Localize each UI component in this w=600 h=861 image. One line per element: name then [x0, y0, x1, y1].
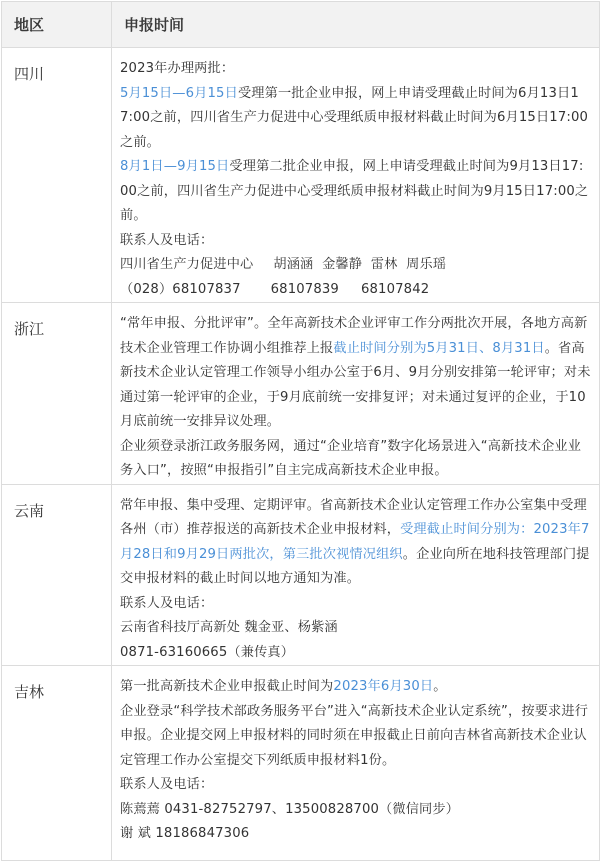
batch1-paragraph — [120, 82, 591, 156]
intro-text: 2023年办理两批： — [120, 61, 235, 76]
contact-line: 云南省科技厅高新处 魏金亚、杨紫涵 — [120, 620, 338, 635]
contact-row — [120, 253, 591, 278]
phone-1: （028）68107837 — [120, 281, 241, 297]
contact-names: 胡涵涵 金馨静 雷林 周乐瑶 — [273, 257, 447, 272]
text-segment: 。省高新技术企业认定管理工作领导小组办公室于6月、9月分别安排第一轮评审；对未通过第一轮评审的企业，于9月底前统一安排复评；对未通过复评的企业，于10月底前统一安排异议处理。 — [120, 340, 591, 429]
batch2-text: 受理第二批企业申报，网上申请受理截止时间为9月13日17:00之前，四川省生产力促进中心受理纸质申报材料截止时间为9月15日17:00之前。 — [120, 159, 589, 223]
content-cell — [112, 303, 600, 485]
contact-label: 联系人及电话： — [120, 777, 214, 792]
header-time: 申报时间 — [112, 2, 600, 48]
content-cell — [112, 666, 600, 861]
table-row-yunnan — [2, 484, 600, 666]
batch1-text: 受理第一批企业申报，网上申请受理截止时间为6月13日17:00之前，四川省生产力促进中心受理纸质申报材料截止时间为6月15日17:00之前。 — [120, 85, 589, 150]
region-cell: 吉林 — [2, 666, 112, 861]
batch1-date: 5月15日—6月15日 — [120, 85, 238, 101]
phone-3: 68107842 — [360, 281, 430, 297]
yunnan-paragraph-1 — [120, 494, 591, 592]
content-cell — [112, 484, 600, 666]
contact-label: 联系人及电话： — [120, 232, 214, 248]
jilin-paragraph-1 — [120, 675, 591, 700]
contact-line-2: 谢 斌 18186847306 — [120, 826, 250, 841]
text-segment: 。 — [433, 679, 447, 694]
deadline-highlight: 2023年6月30日 — [333, 679, 434, 694]
jilin-paragraph-2: 企业登录“科学技术部政务服务平台”进入“高新技术企业认定系统”，按要求进行申报。企业提交网上申报材料的同时须在申报截止日前向吉林省高新技术企业认定管理工作办公室提交下列纸质申报材料1份。 — [120, 703, 589, 768]
region-cell: 云南 — [2, 484, 112, 666]
batch2-date: 8月1日—9月15日 — [120, 159, 230, 174]
text-segment: 常年申报、集中受理、定期评审。省高新技术企业认定管理工作办公室集中受理各州（市）推荐报送的高新技术企业申报材料， — [120, 497, 587, 537]
zhejiang-paragraph-2: 企业须登录浙江政务服务网，通过“企业培育”数字化场景进入“高新技术企业业务入口”，按照“申报指引”自主完成高新技术企业申报。 — [120, 438, 582, 478]
table-header-row — [2, 2, 600, 48]
deadline-highlight: 截止时间分别为5月31日、8月31日 — [333, 340, 545, 356]
text-segment: 第一批高新技术企业申报截止时间为 — [120, 679, 334, 694]
region-cell: 浙江 — [2, 303, 112, 485]
contact-line-1: 陈蔫蔫 0431-82752797、13500828700（微信同步） — [120, 801, 460, 817]
phone-row — [120, 278, 591, 303]
table-row-jilin — [2, 666, 600, 861]
declaration-table — [1, 1, 600, 861]
table-row-zhejiang — [2, 303, 600, 485]
region-cell: 四川 — [2, 48, 112, 303]
phone-2: 68107839 — [270, 281, 339, 297]
contact-label: 联系人及电话： — [120, 595, 214, 611]
text-segment: 。企业向所在地科技管理部门提交申报材料的截止时间以地方通知为准。 — [120, 546, 590, 586]
text-segment: “常年申报、分批评审”。全年高新技术企业评审工作分两批次开展，各地方高新技术企业管理工作协调小组推荐上报 — [120, 316, 588, 356]
batch2-paragraph — [120, 155, 591, 229]
phone-line: 0871-63160665（兼传真） — [120, 644, 295, 660]
deadline-highlight: 受理截止时间分别为：2023年7月28日和9月29日两批次，第三批次视情况组织 — [120, 522, 590, 562]
zhejiang-paragraph-1 — [120, 312, 591, 435]
table-row-sichuan — [2, 48, 600, 303]
content-cell — [112, 48, 600, 303]
contact-org: 四川省生产力促进中心 — [120, 257, 254, 272]
header-region: 地区 — [2, 2, 112, 48]
